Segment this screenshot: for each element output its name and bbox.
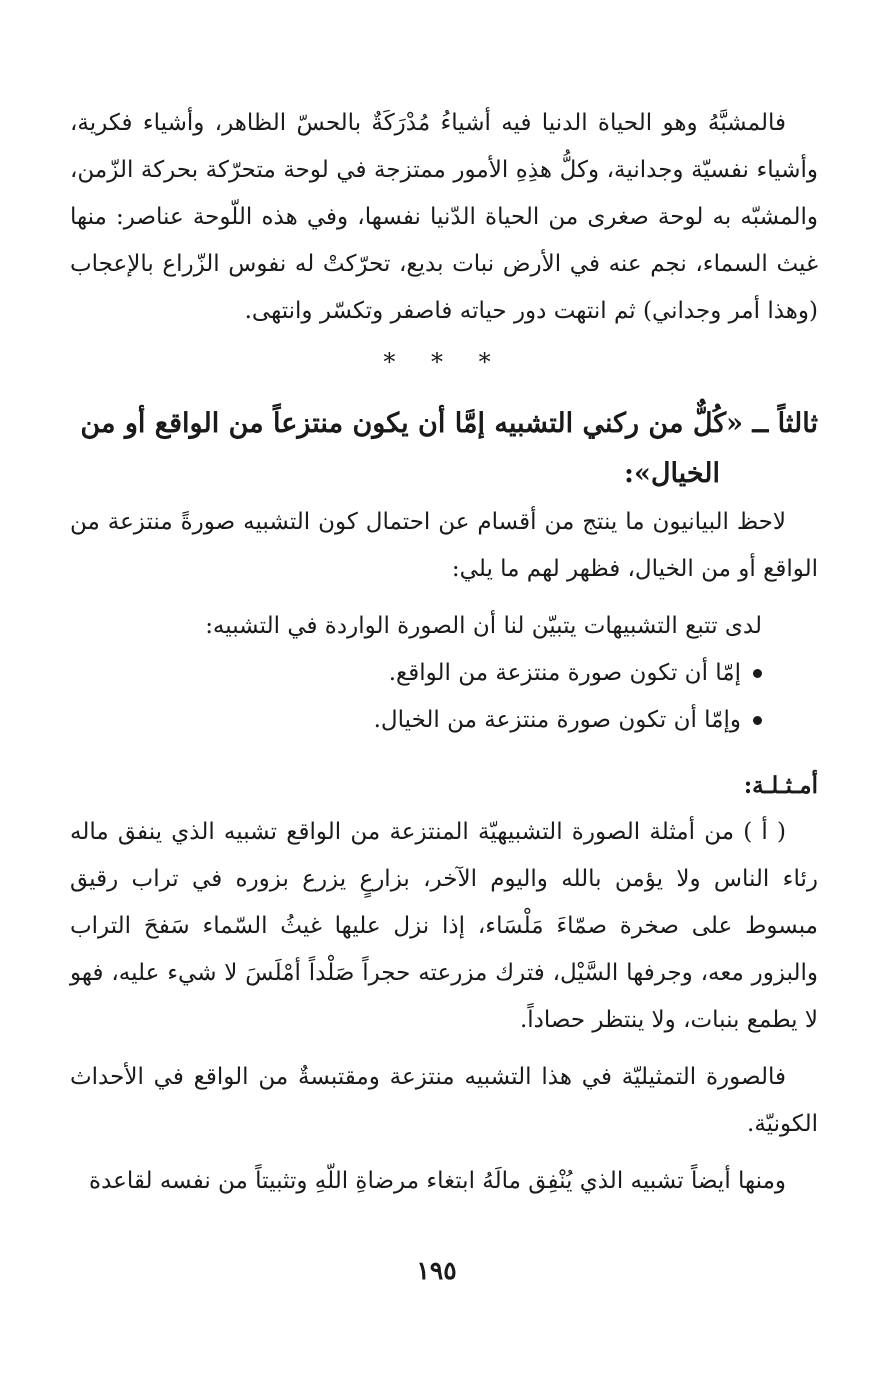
paragraph-3: فالصورة التمثيليّة في هذا التشبيه منتزعة ومقتبسةٌ من الواقع في الأحداث الكونيّة. bbox=[70, 1064, 818, 1137]
examples-heading: أمـثـلـة: bbox=[743, 772, 818, 799]
bullet-dot-icon bbox=[753, 669, 762, 678]
paragraph-2: لاحظ البيانيون ما ينتج من أقسام عن احتمال كون التشبيه صورةً منتزعة من الواقع أو من الخيال، فظهر لهم ما يلي: bbox=[70, 509, 818, 582]
bullet-item-reality bbox=[70, 650, 818, 697]
bullet-item-imagination bbox=[70, 697, 818, 744]
intro-line: لدى تتبع التشبيهات يتبيّن لنا أن الصورة الواردة في التشبيه: bbox=[205, 613, 762, 639]
page-body bbox=[70, 100, 818, 1205]
section-heading-line-1: ثالثاً ــ «كُلٌّ من ركني التشبيه إمَّا أن يكون منتزعاً من الواقع أو من bbox=[80, 408, 818, 439]
bullet-text: وإمّا أن تكون صورة منتزعة من الخيال. bbox=[373, 707, 741, 733]
page-number: ١٩٥ bbox=[416, 1256, 457, 1285]
bullet-dot-icon bbox=[753, 716, 762, 725]
paragraph-4: ومنها أيضاً تشبيه الذي يُنْفِق مالَهُ ابتغاء مرضاةِ اللّهِ وتثبيتاً من نفسه لقاعدة bbox=[89, 1168, 786, 1194]
paragraph-1: فالمشبَّهُ وهو الحياة الدنيا فيه أشياءُ مُدْرَكَةٌ بالحسّ الظاهر، وأشياء فكرية، وأشياء نفسيّة وجدانية، وكلُّ هذِهِ الأمور ممتزجة في لوحة متحرّكة بحركة الزّمن، والمشبّه به لوحة صغرى من الحياة الدّنيا نفسها، وفي هذه اللّوحة عناصر: منها غيث السماء، نجم عنه في الأرض نبات بديع، تحرّكتْ له نفوس الزّراع بالإعجاب (وهذا أمر وجداني) ثم انتهت دور حياته فاصفر وتكسّر وانتهى. bbox=[70, 110, 818, 324]
section-heading-line-2: الخيال»: bbox=[624, 458, 720, 489]
section-separator: * * * bbox=[383, 348, 505, 376]
bullet-text: إمّا أن تكون صورة منتزعة من الواقع. bbox=[388, 660, 741, 686]
example-a: ( أ ) من أمثلة الصورة التشبيهيّة المنتزعة من الواقع تشبيه الذي ينفق ماله رئاء الناس ولا يؤمن بالله واليوم الآخر، بزارعٍ يزرع بزوره في تراب رقيق مبسوط على صخرة صمّاءَ مَلْسَاء، إذا نزل عليها غيثُ السّماء سَفحَ التراب والبزور معه، وجرفها السَّيْل، فترك مزرعته حجراً صَلْداً أمْلَسَ لا شيء عليه، فهو لا يطمع بنبات، ولا ينتظر حصاداً. bbox=[70, 819, 818, 1033]
